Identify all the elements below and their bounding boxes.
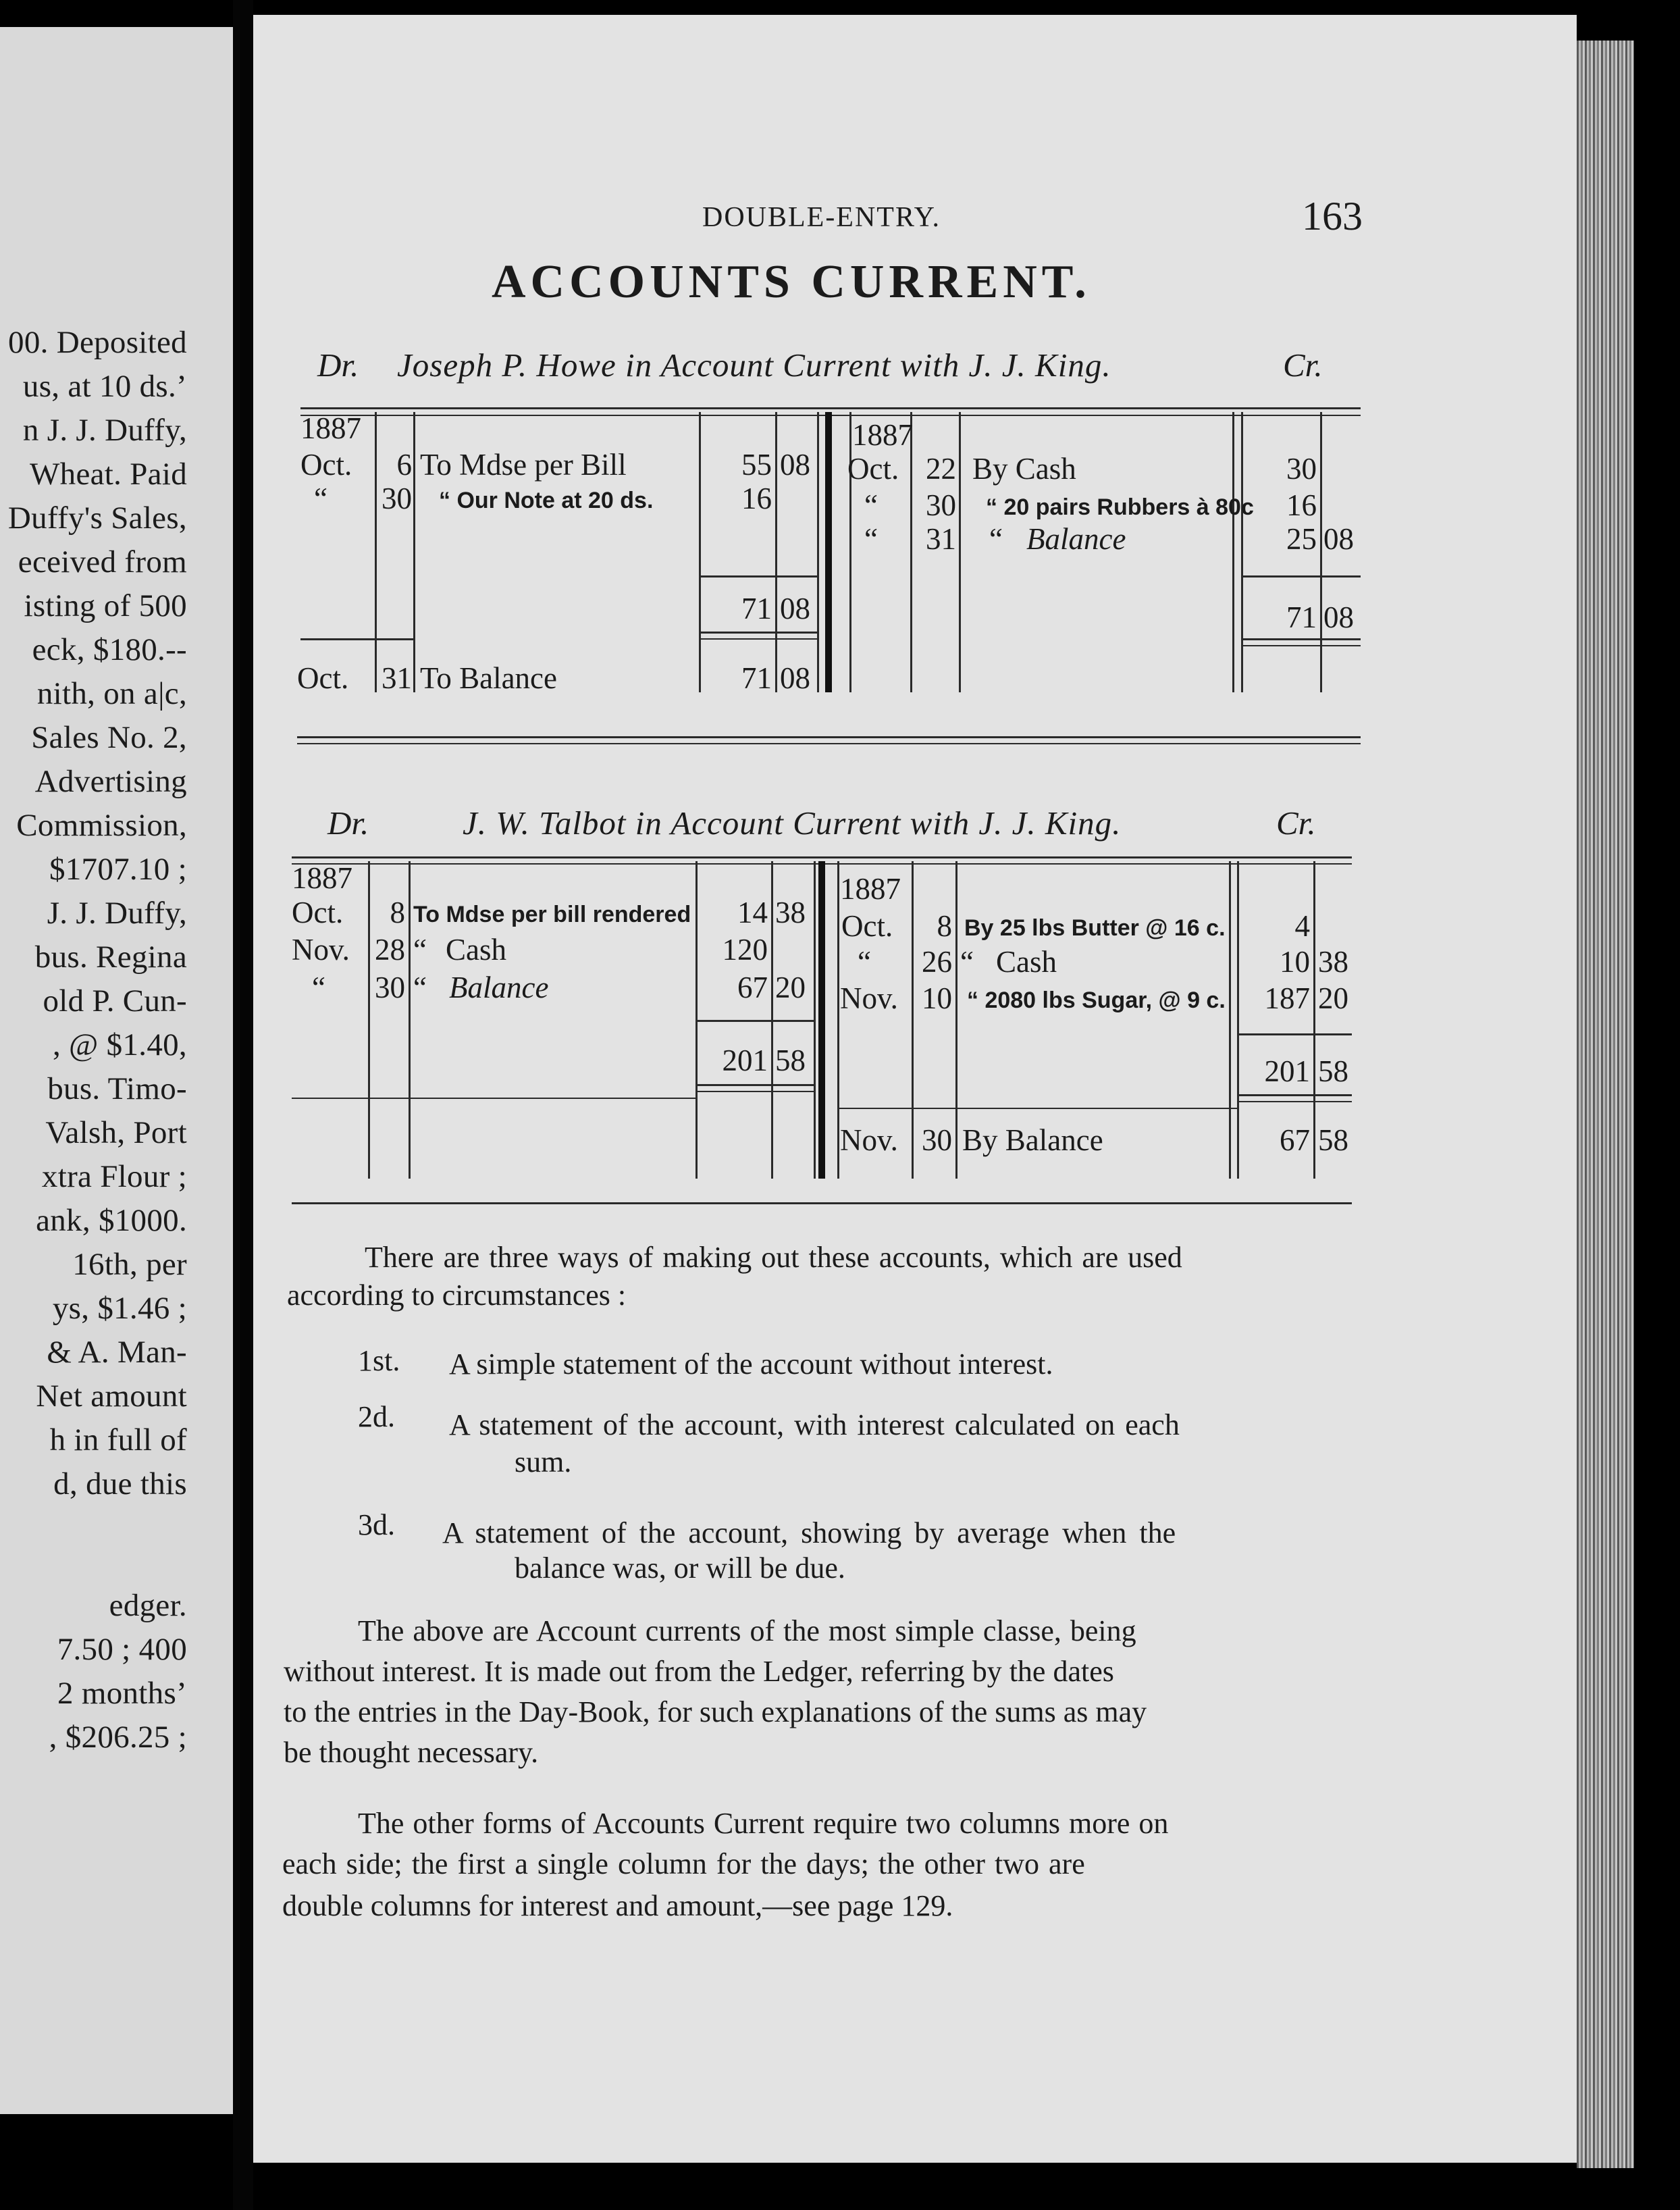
left-page-line: $1707.10 ; [49, 852, 187, 887]
table-top-rule [292, 856, 1352, 858]
credit-balance-cents: 58 [1318, 1123, 1348, 1157]
credit-day: 26 [922, 945, 952, 979]
debit-dollars: 120 [722, 933, 768, 967]
list-text: A statement of the account, with interest calculated on each [449, 1408, 1180, 1441]
credit-day: 30 [926, 488, 956, 522]
left-facing-page [0, 27, 233, 2114]
debit-month: Oct. [292, 896, 344, 929]
account-heading: Joseph P. Howe in Account Current with J. J. King. [397, 346, 1111, 384]
debit-year: 1887 [292, 861, 352, 895]
credit-day: 10 [922, 981, 952, 1015]
credit-description: Cash [996, 945, 1057, 979]
debit-year: 1887 [300, 411, 361, 445]
debit-description: To Mdse per Bill [420, 448, 627, 482]
list-text: balance was, or will be due. [515, 1551, 845, 1585]
left-page-line: edger. [109, 1588, 187, 1623]
debit-day: 8 [390, 896, 405, 929]
list-number: 2d. [358, 1400, 395, 1433]
credit-total-cents: 08 [1323, 600, 1354, 634]
credit-total-dollars: 201 [1264, 1054, 1310, 1088]
debit-day: 28 [375, 933, 405, 967]
credit-description: Balance [1026, 522, 1126, 556]
credit-month: Oct. [847, 452, 899, 486]
credit-dollars: 187 [1264, 981, 1310, 1015]
left-page-line: bus. Regina [34, 940, 187, 975]
debit-ditto: “ [413, 971, 427, 1004]
left-page-line: n J. J. Duffy, [22, 413, 187, 448]
credit-balance-month: Nov. [840, 1123, 898, 1157]
left-page-line: Wheat. Paid [30, 457, 187, 492]
credit-dollars: 4 [1294, 909, 1310, 943]
credit-total-cents: 58 [1318, 1054, 1348, 1088]
debit-total-dollars: 201 [722, 1044, 768, 1077]
account-heading: J. W. Talbot in Account Current with J. J. King. [463, 804, 1122, 842]
debit-balance-dollars: 71 [741, 661, 772, 695]
list-text: A statement of the account, showing by average when the [442, 1516, 1176, 1549]
left-page-line: Valsh, Port [45, 1115, 187, 1150]
debit-month: “ [314, 482, 327, 515]
debit-description: Cash [446, 933, 506, 967]
credit-ditto: “ [989, 522, 1003, 556]
debit-balance-description: To Balance [420, 661, 558, 695]
credit-dollars: 25 [1286, 522, 1317, 556]
credit-month: Oct. [841, 909, 893, 943]
credit-ditto: “ [960, 945, 974, 979]
left-page-line: old P. Cun- [43, 983, 187, 1019]
debit-ditto: “ [413, 933, 427, 967]
left-page-line: bus. Timo- [47, 1071, 187, 1106]
credit-month: “ [858, 945, 871, 979]
debit-cents: 20 [775, 971, 806, 1004]
table-top-rule [300, 407, 1361, 409]
credit-description: By 25 lbs Butter @ 16 c. [964, 915, 1226, 941]
left-page-line: ys, $1.46 ; [52, 1291, 187, 1326]
table-bottom-rule [292, 1202, 1352, 1204]
credit-description: “ 2080 lbs Sugar, @ 9 c. [967, 987, 1226, 1013]
left-page-line: 2 months’ [57, 1676, 187, 1711]
left-page-line: Sales No. 2, [31, 720, 187, 755]
debit-total-dollars: 71 [741, 592, 772, 625]
credit-cents: 38 [1318, 945, 1348, 979]
credit-total-dollars: 71 [1286, 600, 1317, 634]
debit-day: 30 [382, 482, 412, 515]
left-page-line: nith, on a|c, [36, 676, 187, 711]
debit-balance-day: 31 [382, 661, 412, 695]
credit-year: 1887 [840, 872, 901, 906]
left-page-line: Advertising [34, 764, 187, 799]
credit-description: “ 20 pairs Rubbers à 80c [986, 494, 1254, 520]
credit-day: 31 [926, 522, 956, 556]
credit-year: 1887 [852, 418, 913, 452]
debit-dollars: 55 [741, 448, 772, 482]
left-page-line: xtra Flour ; [41, 1159, 187, 1194]
credit-day: 8 [937, 909, 952, 943]
debit-balance-month: Oct. [297, 661, 349, 695]
paragraph-line: without interest. It is made out from the Ledger, referring by the dates [284, 1655, 1114, 1688]
debit-day: 30 [375, 971, 405, 1004]
credit-balance-dollars: 67 [1280, 1123, 1310, 1157]
left-page-line: eck, $180.-- [32, 632, 187, 667]
debit-dollars: 16 [741, 482, 772, 515]
debit-description: Balance [449, 971, 549, 1004]
paragraph-line: be thought necessary. [284, 1736, 539, 1769]
left-page-line: isting of 500 [24, 588, 187, 623]
debit-balance-cents: 08 [780, 661, 810, 695]
book-gutter [233, 0, 253, 2210]
left-page-line: & A. Man- [47, 1335, 187, 1370]
paragraph-line: The above are Account currents of the most simple classe, being [358, 1614, 1136, 1647]
credit-dollars: 16 [1286, 488, 1317, 522]
page-title: ACCOUNTS CURRENT. [492, 256, 1091, 308]
credit-month: Nov. [840, 981, 898, 1015]
credit-cents: 08 [1323, 522, 1354, 556]
debit-cents: 38 [775, 896, 806, 929]
debit-total-cents: 08 [780, 592, 810, 625]
left-page-line: d, due this [53, 1466, 187, 1501]
credit-dollars: 10 [1280, 945, 1310, 979]
debit-month: “ [312, 971, 325, 1004]
running-head: DOUBLE-ENTRY. [702, 202, 941, 233]
debit-cents: 08 [780, 448, 810, 482]
credit-cents: 20 [1318, 981, 1348, 1015]
left-page-line: us, at 10 ds.’ [22, 369, 187, 404]
paragraph-line: to the entries in the Day-Book, for such explanations of the sums as may [284, 1695, 1147, 1728]
list-text: A simple statement of the account without interest. [449, 1347, 1053, 1381]
list-number: 3d. [358, 1508, 395, 1541]
cr-label: Cr. [1276, 804, 1316, 842]
debit-dollars: 14 [737, 896, 768, 929]
left-page-line: , @ $1.40, [52, 1027, 187, 1062]
credit-dollars: 30 [1286, 452, 1317, 486]
cr-label: Cr. [1283, 346, 1323, 384]
credit-balance-description: By Balance [962, 1123, 1103, 1157]
left-page-line: J. J. Duffy, [47, 896, 187, 931]
paragraph-line: according to circumstances : [287, 1279, 627, 1312]
credit-day: 22 [926, 452, 956, 486]
debit-description: To Mdse per bill rendered [413, 902, 691, 927]
debit-description: “ Our Note at 20 ds. [439, 488, 654, 513]
debit-month: Oct. [300, 448, 352, 482]
dr-label: Dr. [317, 346, 359, 384]
left-page-line: Commission, [16, 808, 187, 843]
left-page-line: h in full of [49, 1422, 187, 1458]
paragraph-line: There are three ways of making out these accounts, which are used [365, 1241, 1182, 1274]
debit-day: 6 [396, 448, 412, 482]
left-page-line: Duffy's Sales, [7, 500, 187, 536]
credit-month: “ [864, 488, 878, 522]
left-page-line: Net amount [36, 1379, 187, 1414]
credit-description: By Cash [972, 452, 1076, 486]
page-edges [1577, 41, 1634, 2168]
table-bottom-rule [297, 743, 1361, 744]
credit-balance-day: 30 [922, 1123, 952, 1157]
paragraph-line: The other forms of Accounts Current require two columns more on [358, 1807, 1169, 1840]
left-page-line: 7.50 ; 400 [57, 1632, 187, 1667]
page-number: 163 [1302, 194, 1363, 238]
dr-label: Dr. [327, 804, 369, 842]
left-page-line: , $206.25 ; [49, 1720, 187, 1755]
left-page-line: ank, $1000. [36, 1203, 187, 1238]
left-page-line: 16th, per [72, 1247, 187, 1282]
list-text: sum. [515, 1445, 572, 1479]
list-number: 1st. [358, 1344, 400, 1377]
left-page-line: 00. Deposited [8, 325, 187, 360]
left-page-line: eceived from [18, 544, 187, 580]
paragraph-line: each side; the first a single column for the days; the other two are [282, 1847, 1085, 1880]
debit-month: Nov. [292, 933, 350, 967]
paragraph-line: double columns for interest and amount,—see page 129. [282, 1889, 953, 1922]
debit-dollars: 67 [737, 971, 768, 1004]
credit-month: “ [864, 522, 878, 556]
table-bottom-rule [297, 736, 1361, 738]
debit-total-cents: 58 [775, 1044, 806, 1077]
